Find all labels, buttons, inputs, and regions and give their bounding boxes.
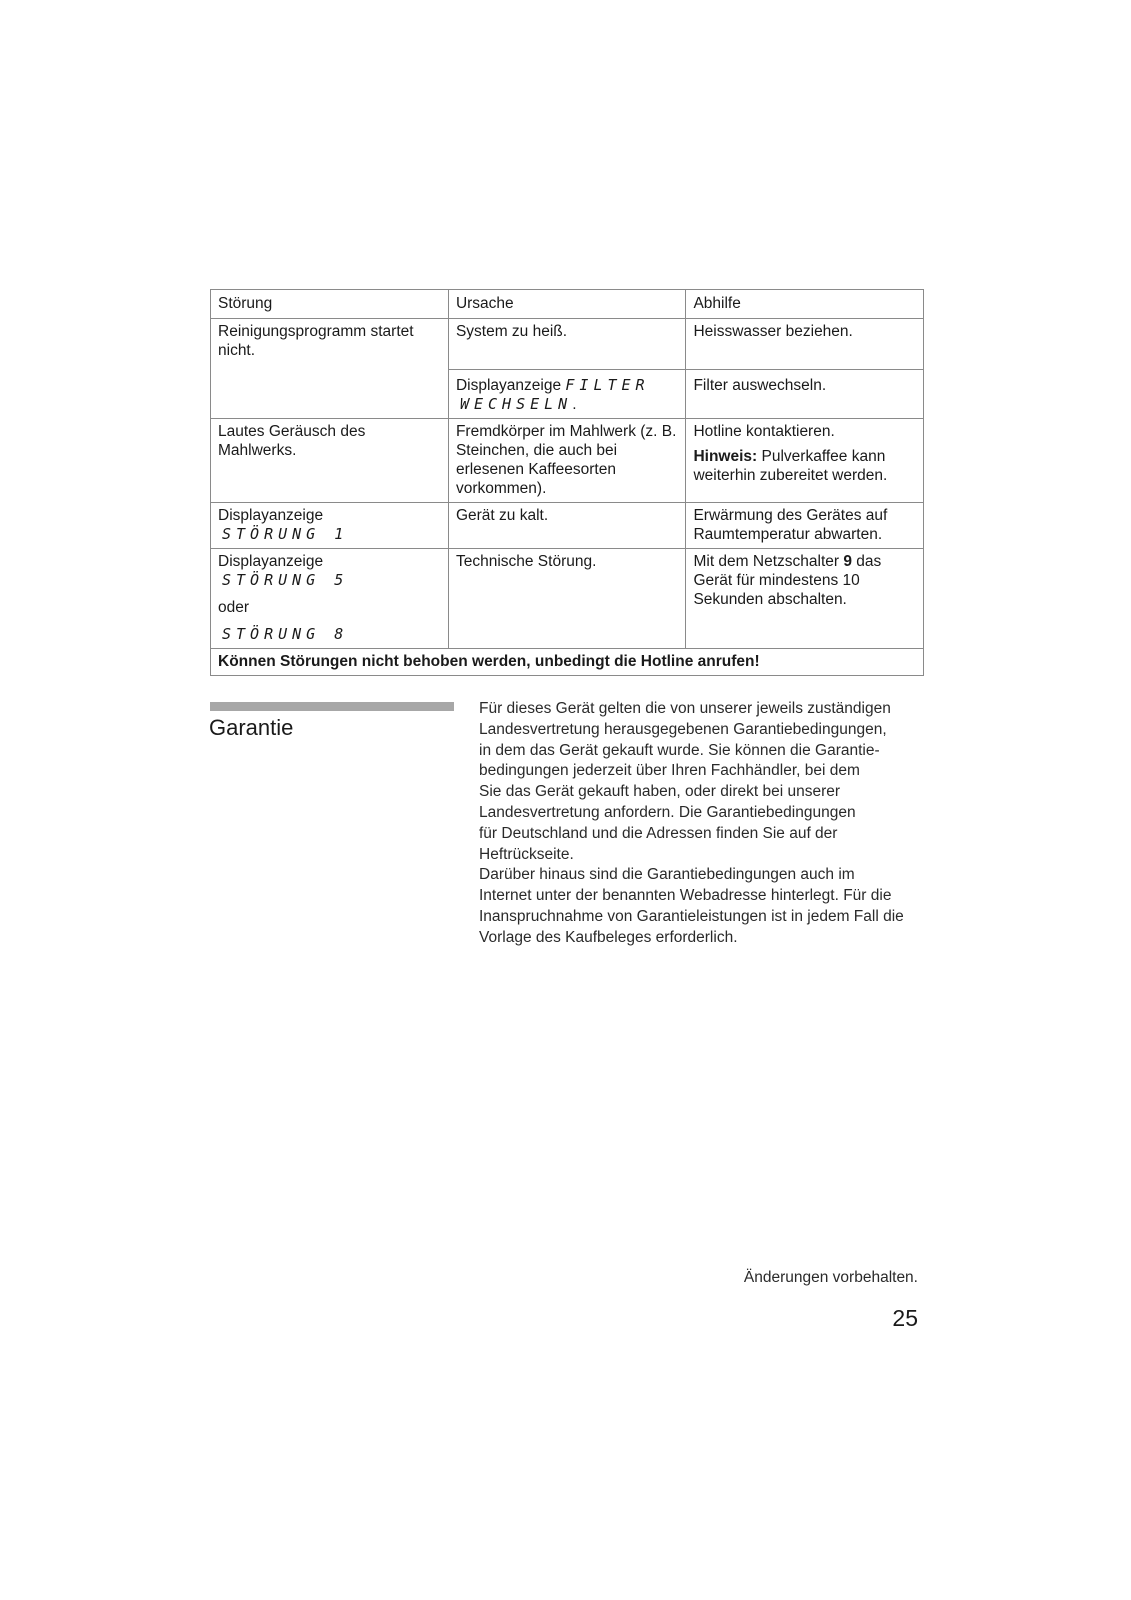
row3-abhilfe: Erwärmung des Gerätes auf Raumtemperatur abwarten. [686,503,924,549]
row1-stoerung: Reinigungsprogramm startet nicht. [211,319,449,419]
troubleshooting-table [210,289,924,676]
row4-stoerung [211,549,449,649]
text-line: Internet unter der benannten Webadresse hinterlegt. Für die [479,887,892,905]
text-line: bedingungen jederzeit über Ihren Fachhändler, bei dem [479,762,860,780]
row2-ursache: Fremdkörper im Mahlwerk (z. B. Steinchen, die auch bei erlesenen Kaffeesorten vorkommen). [448,419,686,503]
header-stoerung: Störung [211,290,449,319]
text-line: Heftrückseite. [479,845,574,863]
page-number: 25 [892,1305,918,1331]
text-line: für Deutschland und die Adressen finden Sie auf der [479,824,838,842]
row2-stoerung: Lautes Geräusch des Mahlwerks. [211,419,449,503]
table-row [211,319,924,370]
display-prefix: Displayanzeige [455,377,562,394]
text-line: Landesvertretung anfordern. Die Garantiebedingungen [479,803,856,821]
switch-number: 9 [843,553,852,570]
lcd-display-text: FILTER [565,376,650,394]
hint-text: Pulverkaffee kann weiterhin zubereitet werden. [693,448,888,484]
text-line: Für dieses Gerät gelten die von unserer jeweils zuständigen [479,700,891,717]
table-header-row [211,290,924,319]
header-abhilfe: Abhilfe [686,290,924,319]
lcd-display-text: WECHSELN [459,395,573,413]
text-line: Inanspruchnahme von Garantieleistungen ist in jedem Fall die [479,907,904,925]
abhilfe-suffix: das Gerät für mindestens 10 Sekunden abschalten. [693,553,882,608]
text-line: Darüber hinaus sind die Garantiebedingungen auch im [479,866,855,884]
text-line: in dem das Gerät gekauft wurde. Sie können die Garantie- [479,741,880,759]
hotline-notice: Können Störungen nicht behoben werden, unbedingt die Hotline anrufen! [211,649,924,676]
changes-reserved-note: Änderungen vorbehalten. [743,1269,918,1286]
lcd-display-text: STÖRUNG 1 [222,525,349,543]
lcd-display-text: STÖRUNG 5 [222,571,349,589]
header-ursache: Ursache [448,290,686,319]
table-row [211,503,924,549]
lcd-display-text: STÖRUNG 8 [222,625,349,643]
table-footer-row [211,649,924,676]
row2-abhilfe-text: Hotline kontaktieren. [693,423,835,440]
text-line: Vorlage des Kaufbeleges erforderlich. [479,928,738,946]
section-heading: Garantie [209,715,294,740]
section-divider-bar [210,702,454,711]
text-line: Sie das Gerät gekauft haben, oder direkt bei unserer [479,783,841,801]
row3-stoerung [211,503,449,549]
row1-ursache-b [448,370,686,419]
row4-abhilfe [686,549,924,649]
hint-paragraph [693,447,916,485]
or-text: oder [218,599,250,616]
row1-ursache-a: System zu heiß. [448,319,686,370]
table-row [211,419,924,503]
sentence-period: . [572,396,577,413]
table-row [211,549,924,649]
row4-ursache: Technische Störung. [448,549,686,649]
hint-label: Hinweis: [693,448,758,465]
abhilfe-prefix: Mit dem Netzschalter [693,553,840,570]
text-line: Landesvertretung herausgegebenen Garantiebedingungen, [479,720,887,738]
display-prefix: Displayanzeige [218,553,324,570]
row2-abhilfe [686,419,924,503]
display-prefix: Displayanzeige [218,507,324,524]
guarantee-paragraph [479,699,929,949]
row1-abhilfe-a: Heisswasser beziehen. [686,319,924,370]
row3-ursache: Gerät zu kalt. [448,503,686,549]
row1-abhilfe-b: Filter auswechseln. [686,370,924,419]
